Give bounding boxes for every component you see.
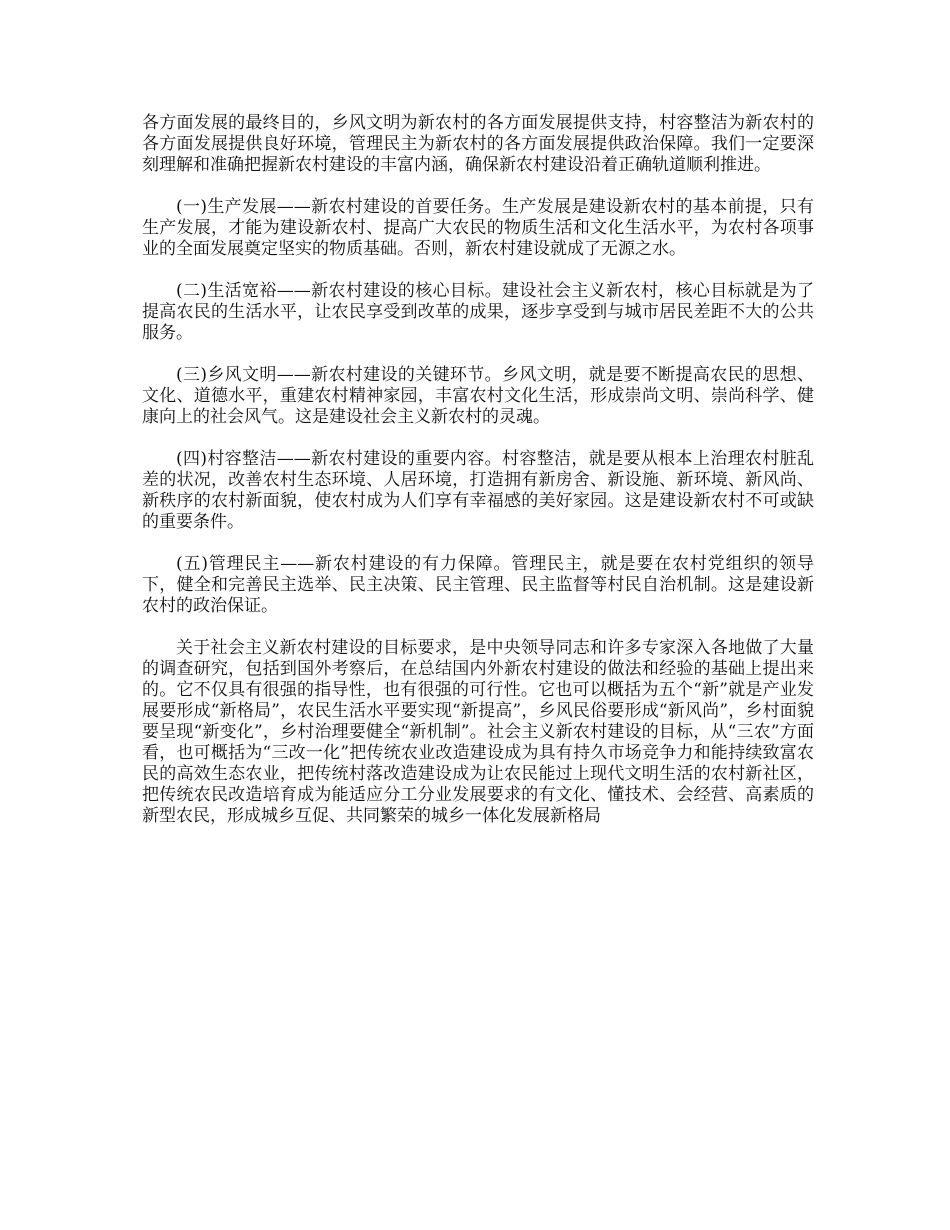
paragraph-goal-requirements: 关于社会主义新农村建设的目标要求，是中央领导同志和许多专家深入各地做了大量的调查研究，包括到国外考察后，在总结国内外新农村建设的做法和经验的基础上提出来的。它不仅具有很强的指导性，也有很强的可行性。它也可以概括为五个“新”就是产业发展要形成“新格局”，农民生活水平要实现“新提高”，乡风民俗要形成“新风尚”，乡村面貌要呈现“新变化”，乡村治理要健全“新机制”。社会主义新农村建设的目标，从“三农”方面看，也可概括为“三改一化”把传统农业改造建设成为具有持久市场竞争力和能持续致富农民的高效生态农业，把传统村落改造建设成为让农民能过上现代文明生活的农村新社区，把传统农民改造培育成为能适应分工分业发展要求的有文化、懂技术、会经营、高素质的新型农民，形成城乡互促、共同繁荣的城乡一体化发展新格局	[142, 638, 814, 826]
paragraph-affluent-life: (二)生活宽裕——新农村建设的核心目标。建设社会主义新农村，核心目标就是为了提高农民的生活水平，让农民享受到改革的成果，逐步享受到与城市居民差距不大的公共服务。	[142, 281, 814, 343]
paragraph-continuation: 各方面发展的最终目的，乡风文明为新农村的各方面发展提供支持，村容整洁为新农村的各方面发展提供良好环境，管理民主为新农村的各方面发展提供政治保障。我们一定要深刻理解和准确把握新农村建设的丰富内涵，确保新农村建设沿着正确轨道顺利推进。	[142, 113, 814, 175]
document-page	[142, 113, 814, 848]
paragraph-clean-village: (四)村容整洁——新农村建设的重要内容。村容整洁，就是要从根本上治理农村脏乱差的状况，改善农村生态环境、人居环境，打造拥有新房舍、新设施、新环境、新风尚、新秩序的农村新面貌，使农村成为人们享有幸福感的美好家园。这是建设新农村不可或缺的重要条件。	[142, 449, 814, 532]
paragraph-production-development: (一)生产发展——新农村建设的首要任务。生产发展是建设新农村的基本前提，只有生产发展，才能为建设新农村、提高广大农民的物质生活和文化生活水平，为农村各项事业的全面发展奠定坚实的物质基础。否则，新农村建设就成了无源之水。	[142, 197, 814, 259]
paragraph-civilized-customs: (三)乡风文明——新农村建设的关键环节。乡风文明，就是要不断提高农民的思想、文化、道德水平，重建农村精神家园，丰富农村文化生活，形成崇尚文明、崇尚科学、健康向上的社会风气。这是建设社会主义新农村的灵魂。	[142, 365, 814, 427]
paragraph-democratic-management: (五)管理民主——新农村建设的有力保障。管理民主，就是要在农村党组织的领导下，健全和完善民主选举、民主决策、民主管理、民主监督等村民自治机制。这是建设新农村的政治保证。	[142, 554, 814, 616]
